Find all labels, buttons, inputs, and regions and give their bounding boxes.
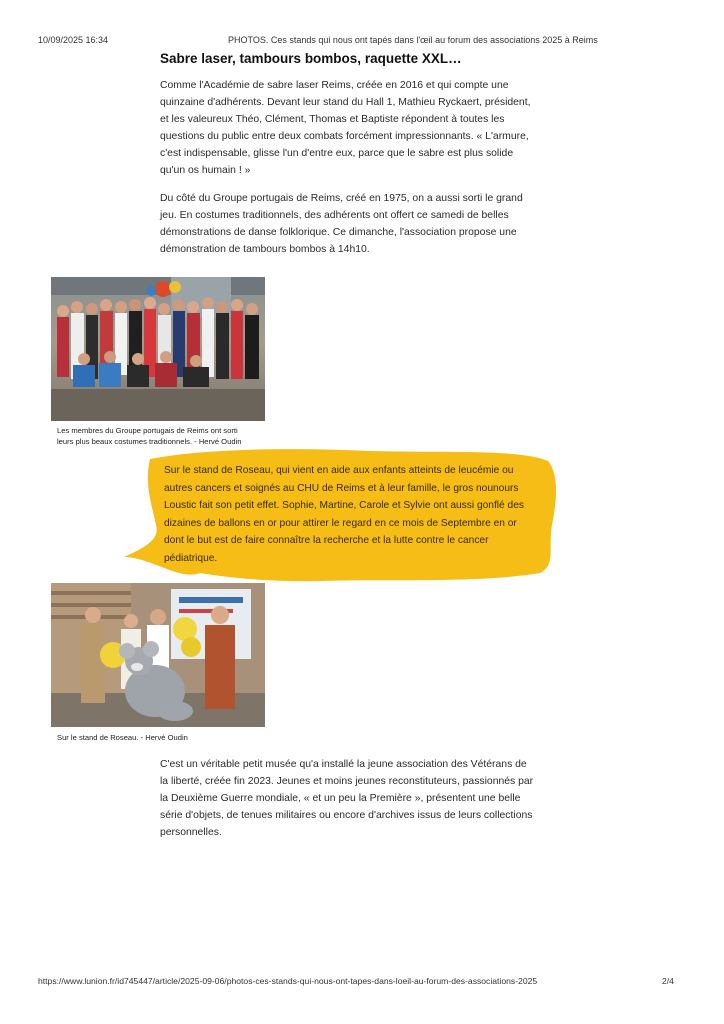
text-line: jeu. En costumes traditionnels, des adhérents ont offert ce samedi de belles: [160, 210, 509, 221]
text-line: Sur le stand de Roseau, qui vient en aide aux enfants atteints de leucémie ou: [164, 465, 514, 476]
text-line: la liberté, créée fin 2023. Jeunes et moins jeunes reconstituteurs, passionnés par: [160, 776, 534, 787]
text-line: pédiatrique.: [164, 552, 218, 564]
photo-caption-2: Sur le stand de Roseau. - Hervé Oudin: [57, 733, 188, 742]
text-line: Loustic fait son petit effet. Sophie, Martine, Carole et Sylvie ont aussi gonflé des: [164, 500, 524, 511]
text-line: questions du public entre deux combats forcément impressionnants. « L'armure,: [160, 131, 529, 142]
print-document-title: PHOTOS. Ces stands qui nous ont tapés dans l'œil au forum des associations 2025 à Reims: [228, 35, 598, 45]
article-paragraph-3: [160, 756, 533, 841]
text-line: qu'un os humain ! »: [160, 165, 251, 176]
text-line: quinzaine d'adhérents. Devant leur stand du Hall 1, Mathieu Ryckaert, président,: [160, 97, 531, 108]
print-footer-url: https://www.lunion.fr/id745447/article/2025-09-06/photos-ces-stands-qui-nous-ont-tapes-dans-loeil-au-forum-des-associations-2025: [38, 976, 538, 986]
text-line: démonstration de tambours bombos à 14h10.: [160, 244, 370, 255]
caption-line: leurs plus beaux costumes traditionnels. - Hervé Oudin: [57, 437, 242, 446]
caption-line: Les membres du Groupe portugais de Reims ont sorti: [57, 426, 238, 435]
text-line: dont le but est de faire connaître la recherche et la lutte contre le cancer: [164, 535, 489, 546]
article-paragraph-2: [160, 190, 523, 258]
bubble-paragraph: [164, 462, 524, 567]
photo-caption-1: [57, 425, 241, 447]
print-page-number: 2/4: [662, 976, 674, 986]
text-line: série d'objets, de tenues militaires ou encore d'archives issus de leurs collections: [160, 810, 533, 821]
text-line: et les valeureux Théo, Clément, Thomas et Baptiste répondent à toutes les: [160, 114, 505, 125]
text-line: la Deuxième Guerre mondiale, « et un peu la Première », présentent une belle: [160, 793, 521, 804]
text-line: C'est un véritable petit musée qu'a installé la jeune association des Vétérans de: [160, 759, 527, 770]
text-line: personnelles.: [160, 827, 222, 838]
text-line: Du côté du Groupe portugais de Reims, créé en 1975, on a aussi sorti le grand: [160, 193, 523, 204]
section-heading: Sabre laser, tambours bombos, raquette XXL…: [160, 51, 462, 66]
article-paragraph-1: [160, 77, 531, 179]
photo-stand-roseau: [51, 583, 265, 727]
text-line: autres cancers et soignés au CHU de Reims et à leur famille, le gros nounours: [164, 482, 519, 494]
text-line: démonstrations de danse folklorique. Ce dimanche, l'association propose une: [160, 227, 517, 238]
photo-groupe-portugais: [51, 277, 265, 421]
text-line: dizaines de ballons en or pour attirer le regard en ce mois de Septembre en or: [164, 517, 517, 529]
text-line: Comme l'Académie de sabre laser Reims, créée en 2016 et qui compte une: [160, 80, 509, 91]
print-datetime: 10/09/2025 16:34: [38, 35, 109, 45]
text-line: c'est indispensable, glisse l'un d'entre eux, parce que le sabre est plus solide: [160, 148, 514, 159]
